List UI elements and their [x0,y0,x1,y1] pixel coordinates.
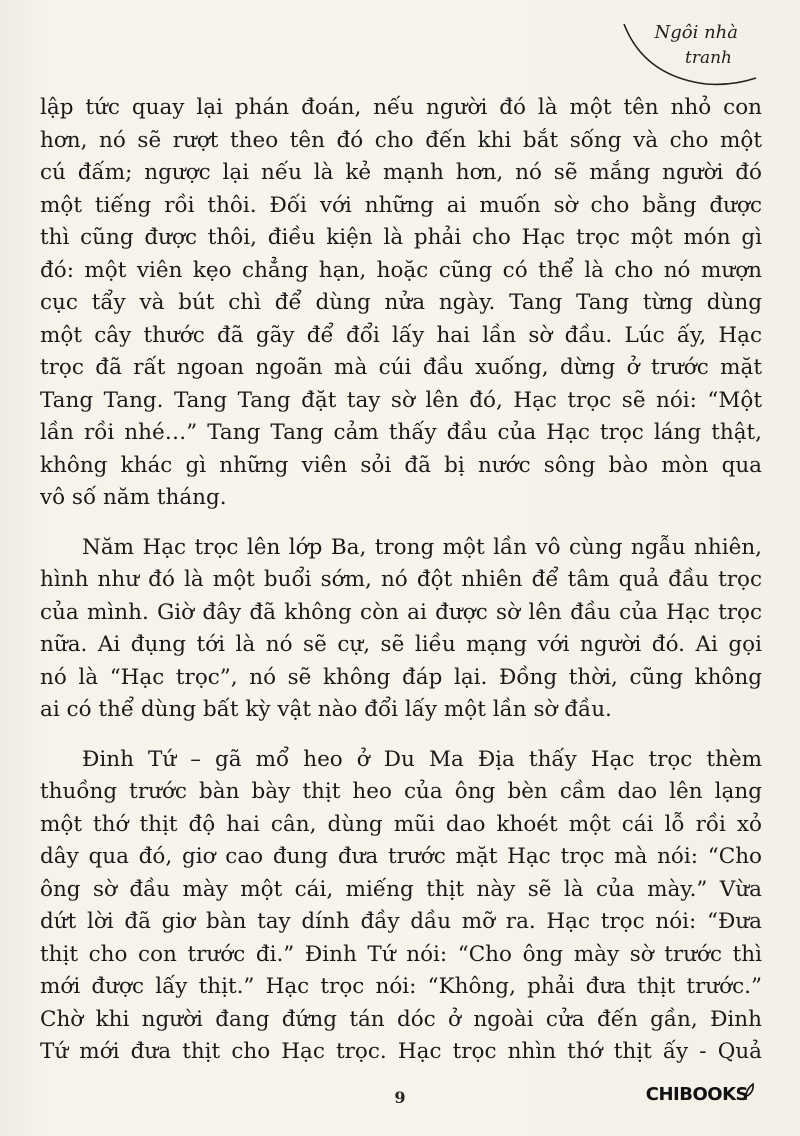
paragraph-2 [40,532,762,727]
text-line: đó: một viên kẹo chẳng hạn, hoặc cũng có thể là cho nó mượn [40,257,762,283]
text-line: thì cũng được thôi, điều kiện là phải cho Hạc trọc một món gì [40,225,762,250]
text-line: hình như đó là một buổi sớm, nó đột nhiên để tâm quả đầu trọc [40,567,762,592]
text-line: ông sờ đầu mày một cái, miếng thịt này sẽ là của mày.” Vừa [40,876,762,902]
publisher-leaf-icon [744,1082,756,1102]
text-line: dây qua đó, giơ cao đung đưa trước mặt Hạc trọc mà nói: “Cho [40,844,762,869]
text-line: mới được lấy thịt.” Hạc trọc nói: “Không, phải đưa thịt trước.” [40,974,762,999]
paragraph-3 [40,744,762,1069]
text-line: thuồng trước bàn bày thịt heo của ông bèn cầm dao lên lạng [40,779,762,804]
publisher-logo: CHIBOOKS [645,1084,748,1105]
text-line: ai có thể dùng bất kỳ vật nào đổi lấy một lần sờ đầu. [40,697,612,722]
page-number: 9 [394,1088,406,1107]
paragraph-1 [40,92,762,515]
text-line: lập tức quay lại phán đoán, nếu người đó là một tên nhỏ con [40,95,762,120]
text-line: một cây thước đã gãy để đổi lấy hai lần sờ đầu. Lúc ấy, Hạc [40,322,762,348]
logo-text-line2: tranh [685,48,732,68]
logo-text-line1: Ngôi nhà [654,22,738,43]
text-line: dứt lời đã giơ bàn tay dính đầy dầu mỡ ra. Hạc trọc nói: “Đưa [40,909,762,934]
text-line: Tang Tang. Tang Tang đặt tay sờ lên đó, Hạc trọc sẽ nói: “Một [40,387,762,413]
text-line: Chờ khi người đang đứng tán dóc ở ngoài cửa đến gần, Đinh [40,1006,762,1032]
text-line: cú đấm; ngược lại nếu là kẻ mạnh hơn, nó sẽ mắng người đó [40,160,762,185]
text-line: một thớ thịt độ hai cân, dùng mũi dao khoét một cái lỗ rồi xỏ [40,811,762,837]
text-line: Năm Hạc trọc lên lớp Ba, trong một lần vô cùng ngẫu nhiên, [82,534,762,560]
text-line: Tứ mới đưa thịt cho Hạc trọc. Hạc trọc nhìn thớ thịt ấy - Quả [40,1039,762,1064]
body-text [40,92,762,1086]
text-line: thịt cho con trước đi.” Đinh Tứ nói: “Cho ông mày sờ trước thì [40,941,762,967]
text-line: lần rồi nhé…” Tang Tang cảm thấy đầu của Hạc trọc láng thật, [40,420,762,445]
text-line: Đinh Tứ – gã mổ heo ở Du Ma Địa thấy Hạc trọc thèm [82,746,762,772]
text-line: cục tẩy và bút chì để dùng nửa ngày. Tang Tang từng dùng [40,290,762,315]
text-line: của mình. Giờ đây đã không còn ai được sờ lên đầu của Hạc trọc [40,599,762,625]
text-line: vô số năm tháng. [40,485,227,510]
text-line: trọc đã rất ngoan ngoãn mà cúi đầu xuống, dừng ở trước mặt [40,355,762,380]
text-line: không khác gì những viên sỏi đã bị nước sông bào mòn qua [40,452,762,478]
text-line: nó là “Hạc trọc”, nó sẽ không đáp lại. Đồng thời, cũng không [40,664,762,690]
text-line: nữa. Ai đụng tới là nó sẽ cự, sẽ liều mạng với người đó. Ai gọi [40,632,762,657]
text-line: một tiếng rồi thôi. Đối với những ai muốn sờ cho bằng được [40,192,762,218]
text-line: hơn, nó sẽ rượt theo tên đó cho đến khi bắt sống và cho một [40,127,762,153]
